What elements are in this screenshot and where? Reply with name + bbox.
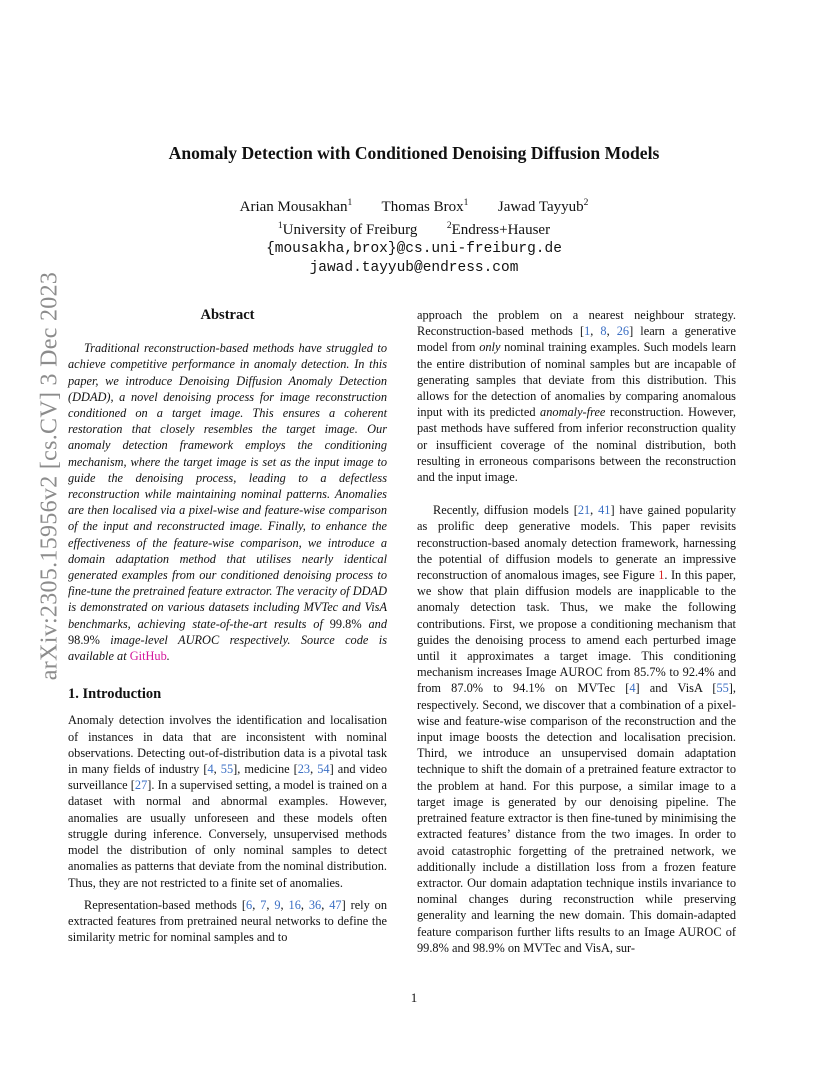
citation-link[interactable]: 41: [598, 503, 611, 518]
citation-link[interactable]: 16: [288, 897, 301, 912]
citation-link[interactable]: 4: [207, 762, 214, 777]
paragraph: approach the problem on a nearest neighbour strategy. Reconstruction-based methods [1, 8, 26] learn a generative model from only nominal training examples. Such models learn the entire distribution of nominal samples but are incapable of generating samples that deviate from this distribution. This allows for the detection of anomalies by comparing anomalous input with its predicted anomaly-free reconstruction. However, past methods have suffered from inferior reconstruction quality or insufficient coverage of the nominal distribution, both resulting in erroneous comparisons between the reconstruction and the input image.: [417, 308, 737, 485]
author-name: Arian Mousakhan: [239, 199, 348, 215]
email: {mousakha,brox}@cs.uni-freiburg.de: [266, 241, 562, 257]
author-names: [0, 194, 828, 217]
citation-link[interactable]: 26: [616, 324, 630, 339]
abstract-heading: Abstract: [200, 307, 255, 323]
affiliation-marker: 2: [446, 221, 452, 231]
paper-title: Anomaly Detection with Conditioned Denoising Diffusion Models: [168, 143, 660, 163]
paragraph: Representation-based methods [6, 7, 9, 16, 36, 47] rely on extracted features from pretrained neural networks to define the similarity metric for nominal samples and to: [68, 897, 388, 945]
citation-link[interactable]: 9: [274, 897, 281, 912]
citation-link[interactable]: 8: [600, 324, 607, 339]
affiliation-marker: 1: [347, 198, 353, 208]
author-name: Thomas Brox: [381, 199, 464, 215]
author-block: [0, 194, 828, 278]
citation-link[interactable]: 27: [134, 778, 148, 793]
citation-link[interactable]: 36: [308, 897, 322, 912]
affiliation: University of Freiburg: [282, 222, 418, 238]
paragraph: Anomaly detection involves the identification and localisation of instances in data that are inconsistent with nominal observations. Detecting out-of-distribution data is a pivotal task in many fields of industry [4, 55], medicine [23, 54] and video surveillance [27]. In a supervised setting, a model is trained on a dataset with normal and abnormal examples. However, anomalies are usually unforeseen and these models often struggle during inference. Conversely, unsupervised methods model the distribution of only nominal samples to detect anomalies as patterns that deviate from the nominal distribution. Thus, they are not restricted to a finite set of anomalies.: [68, 713, 387, 890]
citation-link[interactable]: 21: [577, 503, 591, 518]
right-column: [417, 307, 736, 956]
page-number: 1: [410, 990, 418, 1005]
email: jawad.tayyub@endress.com: [309, 260, 519, 276]
section-heading: 1. Introduction: [68, 686, 162, 703]
citation-link[interactable]: 47: [329, 897, 342, 912]
arxiv-identifier: arXiv:2305.15956v2 [cs.CV] 3 Dec 2023: [36, 271, 63, 681]
citation-link[interactable]: 7: [260, 897, 267, 912]
affiliation: Endress+Hauser: [451, 222, 551, 238]
abstract-text: Traditional reconstruction-based methods have struggled to achieve competitive performance in anomaly detection. In this paper, we introduce Denoising Diffusion Anomaly Detection (DDAD), a novel denoising process for image reconstruction conditioned on a target image. This ensures a coherent restoration that closely resembles the target image. Our anomaly detection framework employs the conditioning mechanism, where the target image is set as the input image to guide the denoising process, leading to a defectless reconstruction while maintaining nominal patterns. Anomalies are then localised via a pixel-wise and feature-wise comparison of the input and reconstructed image. Finally, to enhance the effectiveness of the feature-wise comparison, we introduce a domain adaptation method that utilises nearly identical generated examples from our conditioned denoising process to fine-tune the pretrained feature extractor. The veracity of DDAD is demonstrated on various datasets including MVTec and VisA benchmarks, achieving state-of-the-art results of 99.8% and 98.9% image-level AUROC respectively. Source code is available at GitHub.: [68, 341, 387, 664]
citation-link[interactable]: 4: [629, 681, 636, 696]
affiliation-marker: 1: [277, 221, 283, 231]
affiliation-marker: 1: [463, 198, 469, 208]
left-column: [68, 307, 387, 945]
affiliations: [0, 217, 828, 240]
affiliation-marker: 2: [583, 198, 589, 208]
citation-link[interactable]: 54: [317, 762, 330, 777]
citation-link[interactable]: 1: [584, 324, 591, 339]
emphasis: anomaly-free: [540, 405, 606, 420]
citation-link[interactable]: 23: [297, 762, 311, 777]
paragraph: Recently, diffusion models [21, 41] have gained popularity as prolific deep generative models. This paper revisits reconstruction-based anomaly detection framework, harnessing the potential of diffusion models to generate an impressive reconstruction of anomalous images, see Figure 1. In this paper, we show that plain diffusion models are inapplicable to the anomaly detection task. Thus, we make the following contributions. First, we propose a conditioning mechanism that guides the denoising process to amend each perturbed image until it approximates a target image. This conditioning mechanism increases Image AUROC from 85.7% to 92.4% and from 87.0% to 94.1% on MVTec [4] and VisA [55], respectively. Second, we discover that a combination of a pixel-wise and feature-wise comparison of the reconstruction and the input image boosts the detection and localisation precision. Third, we introduce an unsupervised domain adaptation technique to shift the domain of a pretrained feature extractor to the problem at hand. For this purpose, a similar image to a target image is generated by our denoising pipeline. The pretrained feature extractor is then fine-tuned by minimising the extracted features’ distance from the two images. In order to avoid catastrophic forgetting of the pretrained network, we additionally include a distillation loss from a frozen feature extractor. Our domain adaptation technique instils invariance to nominal changes during reconstruction while preserving generality and learning the new domain. This domain-adapted feature comparison further lifts results to an Image AUROC of 99.8% and 98.9% on MVTec and VisA, sur-: [417, 503, 737, 955]
citation-link[interactable]: 55: [716, 681, 729, 696]
emphasis: only: [479, 340, 501, 355]
citation-link[interactable]: 55: [220, 762, 234, 777]
author-name: Jawad Tayyub: [497, 199, 584, 215]
citation-link[interactable]: 6: [246, 897, 253, 912]
figure-link[interactable]: 1: [658, 568, 665, 583]
github-link[interactable]: GitHub: [129, 649, 167, 664]
